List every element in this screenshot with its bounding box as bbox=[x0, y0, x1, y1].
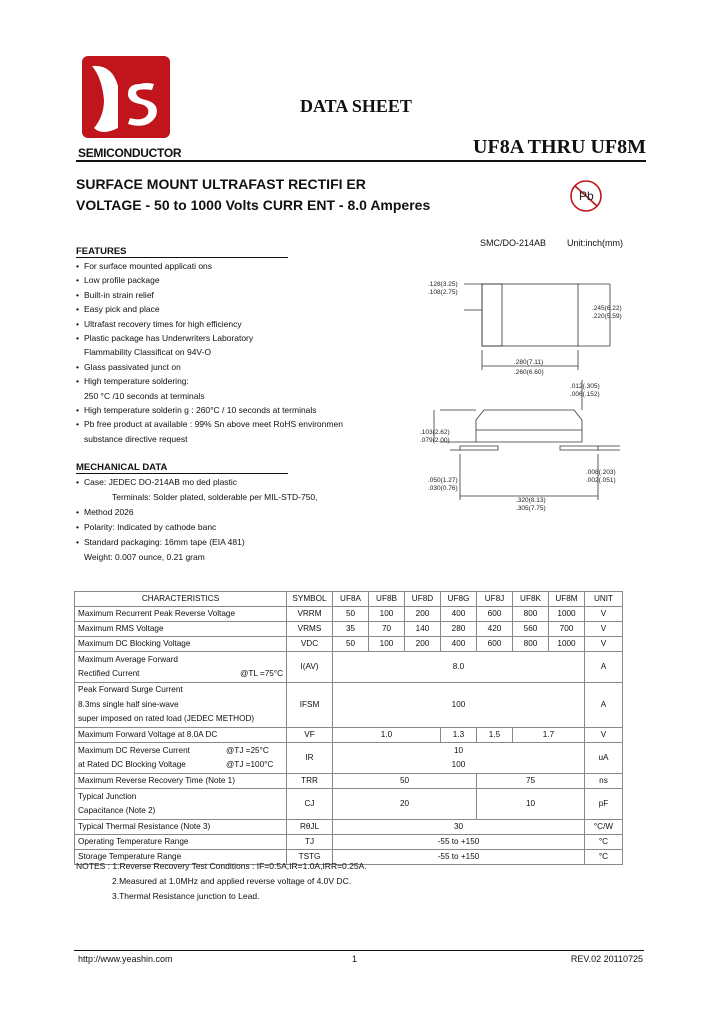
cell-value: 700 bbox=[549, 622, 585, 637]
cell-value: 1000 bbox=[549, 607, 585, 622]
features-title: FEATURES bbox=[76, 246, 127, 257]
note-1: NOTES : 1.Reverse Recovery Test Conditions : IF=0.5A,IR=1.0A,IRR=0.25A. bbox=[76, 861, 367, 871]
cell-value: 280 bbox=[441, 622, 477, 637]
list-item: • Built-in strain relief bbox=[76, 288, 343, 302]
table-header: UF8A bbox=[333, 592, 369, 607]
package-body-side-view bbox=[476, 410, 582, 442]
list-item: Terminals: Solder plated, solderable per MIL-STD-750, bbox=[112, 492, 318, 502]
dim-label: .012(.305) bbox=[570, 383, 600, 390]
list-item: • High temperature solderin g : 260°C / 10 seconds at terminals bbox=[76, 403, 343, 417]
package-outline-drawing bbox=[420, 270, 630, 520]
cell-value-line: 10 bbox=[453, 746, 464, 755]
dim-label: .305(7.75) bbox=[516, 505, 546, 512]
header-rule bbox=[76, 160, 646, 162]
cell-value: 1.0 bbox=[333, 728, 441, 743]
table-row bbox=[75, 683, 623, 728]
param-unit: A bbox=[585, 683, 623, 728]
list-item: • For surface mounted applicati ons bbox=[76, 259, 343, 273]
table-row bbox=[75, 789, 623, 820]
dim-label: .220(5.59) bbox=[592, 313, 622, 320]
table-header: UF8B bbox=[369, 592, 405, 607]
list-item: • Method 2026 bbox=[76, 505, 318, 520]
mechanical-rule bbox=[76, 473, 288, 474]
dim-label: .245(6.22) bbox=[592, 305, 622, 312]
table-row bbox=[75, 820, 623, 835]
param-unit: A bbox=[585, 652, 623, 683]
cell-value: 1000 bbox=[549, 637, 585, 652]
company-name: SEMICONDUCTOR bbox=[78, 146, 182, 160]
param-label-line: Capacitance (Note 2) bbox=[78, 806, 156, 815]
table-row bbox=[75, 652, 623, 683]
param-symbol: IR bbox=[287, 743, 333, 774]
page-number: 1 bbox=[352, 954, 358, 964]
param-symbol: IFSM bbox=[287, 683, 333, 728]
package-body-top-view bbox=[482, 284, 578, 346]
doc-title: DATA SHEET bbox=[300, 96, 412, 116]
dim-label: .030(0.76) bbox=[428, 485, 458, 492]
param-symbol: VRMS bbox=[287, 622, 333, 637]
param-unit: uA bbox=[585, 743, 623, 774]
dim-label: .079(2.00) bbox=[420, 437, 450, 444]
cell-value: 420 bbox=[477, 622, 513, 637]
mechanical-list bbox=[76, 475, 318, 565]
param-symbol: I(AV) bbox=[287, 652, 333, 683]
table-header: UF8K bbox=[513, 592, 549, 607]
cell-value: 140 bbox=[405, 622, 441, 637]
param-label-line: super imposed on rated load (JEDEC METHOD) bbox=[78, 714, 255, 724]
table-row bbox=[75, 743, 623, 774]
mechanical-title: MECHANICAL DATA bbox=[76, 462, 168, 473]
table-row bbox=[75, 774, 623, 789]
cell-value: 200 bbox=[405, 637, 441, 652]
param-label-line: Typical Junction bbox=[78, 792, 137, 801]
param-label: Maximum RMS Voltage bbox=[75, 622, 287, 637]
dim-label: .108(2.75) bbox=[428, 289, 458, 296]
dim-label: .260(6.60) bbox=[514, 369, 544, 376]
param-label: Maximum Reverse Recovery Time (Note 1) bbox=[75, 774, 287, 789]
cell-value: 75 bbox=[477, 774, 585, 789]
param-symbol: VF bbox=[287, 728, 333, 743]
param-unit: V bbox=[585, 607, 623, 622]
param-unit: pF bbox=[585, 789, 623, 820]
cell-value: 1.7 bbox=[513, 728, 585, 743]
cell-value: 1.3 bbox=[441, 728, 477, 743]
ratings-table bbox=[74, 591, 623, 865]
param-label-line: at Rated DC Blocking Voltage bbox=[78, 760, 186, 769]
note-2: 2.Measured at 1.0MHz and applied reverse voltage of 4.0V DC. bbox=[112, 876, 352, 886]
table-row bbox=[75, 835, 623, 850]
param-label-line: Rectified Current bbox=[78, 669, 140, 678]
dim-label: .050(1.27) bbox=[428, 477, 458, 484]
table-header: UF8D bbox=[405, 592, 441, 607]
package-unit: Unit:inch(mm) bbox=[567, 238, 624, 248]
footer-url-link[interactable]: http://www.yeashin.com bbox=[78, 954, 173, 964]
list-item: Flammability Classificat on 94V-O bbox=[84, 347, 212, 358]
dim-label: .103(2.62) bbox=[420, 429, 450, 436]
param-label: Maximum DC Blocking Voltage bbox=[75, 637, 287, 652]
param-label bbox=[75, 743, 287, 774]
cell-value: 20 bbox=[333, 789, 477, 820]
param-label: Typical Thermal Resistance (Note 3) bbox=[75, 820, 287, 835]
param-label: Maximum Forward Voltage at 8.0A DC bbox=[75, 728, 287, 743]
note-3: 3.Thermal Resistance junction to Lead. bbox=[112, 891, 260, 901]
list-item: • Polarity: Indicated by cathode banc bbox=[76, 520, 318, 535]
cell-value: 30 bbox=[333, 820, 585, 835]
list-item: • Glass passivated junct on bbox=[76, 360, 343, 374]
param-unit: °C bbox=[585, 850, 623, 865]
package-name: SMC/DO-214AB bbox=[480, 238, 547, 248]
param-condition: @TJ =25°C bbox=[226, 746, 269, 755]
list-item: • High temperature soldering: bbox=[76, 374, 343, 388]
cell-value: 800 bbox=[513, 607, 549, 622]
logo-mark-icon bbox=[82, 56, 170, 138]
cell-value: 10 bbox=[477, 789, 585, 820]
list-item: • Case: JEDEC DO-214AB mo ded plastic bbox=[76, 475, 318, 490]
list-item: 250 °C /10 seconds at terminals bbox=[84, 390, 205, 401]
dim-label: .008(.203) bbox=[586, 469, 616, 476]
cell-value: 35 bbox=[333, 622, 369, 637]
param-symbol: TRR bbox=[287, 774, 333, 789]
cell-value: 1.5 bbox=[477, 728, 513, 743]
table-header: UF8M bbox=[549, 592, 585, 607]
table-header: UF8J bbox=[477, 592, 513, 607]
table-header: CHARACTERISTICS bbox=[75, 592, 287, 607]
features-list bbox=[76, 259, 343, 446]
cell-value: 100 bbox=[369, 637, 405, 652]
param-unit: ns bbox=[585, 774, 623, 789]
param-label: Maximum Recurrent Peak Reverse Voltage bbox=[75, 607, 287, 622]
list-item: • Plastic package has Underwriters Laboratory bbox=[76, 331, 343, 345]
cell-value: 600 bbox=[477, 637, 513, 652]
features-rule bbox=[76, 257, 288, 258]
param-label-line: Maximum DC Reverse Current bbox=[78, 746, 190, 755]
cell-value: 100 bbox=[333, 683, 585, 728]
cell-value: 560 bbox=[513, 622, 549, 637]
dim-label: .280(7.11) bbox=[514, 359, 544, 366]
rating-subtitle: VOLTAGE - 50 to 1000 Volts CURR ENT - 8.0 Amperes bbox=[76, 197, 431, 213]
cell-value: 400 bbox=[441, 637, 477, 652]
param-symbol: TJ bbox=[287, 835, 333, 850]
param-label bbox=[75, 683, 287, 728]
param-label: Storage Temperature Range bbox=[75, 850, 287, 865]
revision-label: REV.02 20110725 bbox=[570, 954, 643, 964]
cell-value bbox=[333, 743, 585, 774]
param-label-line: Maximum Average Forward bbox=[78, 655, 178, 664]
cathode-band bbox=[482, 284, 502, 346]
cell-value: 70 bbox=[369, 622, 405, 637]
footer-rule bbox=[74, 950, 644, 951]
cell-value: 600 bbox=[477, 607, 513, 622]
param-label bbox=[75, 789, 287, 820]
param-label-line: 8.3ms single half sine-wave bbox=[78, 699, 179, 709]
cell-value: 200 bbox=[405, 607, 441, 622]
cell-value: 100 bbox=[369, 607, 405, 622]
param-symbol: CJ bbox=[287, 789, 333, 820]
cell-value: -55 to +150 bbox=[333, 850, 585, 865]
param-label-line: Peak Forward Surge Current bbox=[78, 685, 183, 695]
dim-label: .006(.152) bbox=[570, 391, 600, 398]
param-symbol: VDC bbox=[287, 637, 333, 652]
list-item: • Ultrafast recovery times for high efficiency bbox=[76, 317, 343, 331]
cell-value: 400 bbox=[441, 607, 477, 622]
param-condition: @TL =75°C bbox=[240, 669, 283, 678]
cell-value-line: 100 bbox=[451, 760, 466, 769]
cell-value: 50 bbox=[333, 774, 477, 789]
table-row bbox=[75, 637, 623, 652]
dim-label: .320(8.13) bbox=[516, 497, 546, 504]
cell-value: 8.0 bbox=[333, 652, 585, 683]
table-header: SYMBOL bbox=[287, 592, 333, 607]
product-subtitle: SURFACE MOUNT ULTRAFAST RECTIFI ER bbox=[76, 176, 366, 192]
list-item: • Low profile package bbox=[76, 273, 343, 287]
param-label: Operating Temperature Range bbox=[75, 835, 287, 850]
pb-badge-text: Pb bbox=[579, 189, 594, 203]
table-header-row bbox=[75, 592, 623, 607]
list-item: • Standard packaging: 16mm tape (EIA 481) bbox=[76, 535, 318, 550]
table-row bbox=[75, 607, 623, 622]
list-item: Weight: 0.007 ounce, 0.21 gram bbox=[84, 552, 205, 562]
table-header: UNIT bbox=[585, 592, 623, 607]
list-item: • Easy pick and place bbox=[76, 302, 343, 316]
cell-value: 50 bbox=[333, 637, 369, 652]
param-unit: °C/W bbox=[585, 820, 623, 835]
pb-free-icon bbox=[568, 178, 604, 214]
param-condition: @TJ =100°C bbox=[226, 760, 274, 769]
param-symbol: TSTG bbox=[287, 850, 333, 865]
param-unit: V bbox=[585, 622, 623, 637]
param-label bbox=[75, 652, 287, 683]
table-row bbox=[75, 622, 623, 637]
cell-value: -55 to +150 bbox=[333, 835, 585, 850]
list-item: • Pb free product at available : 99% Sn above meet RoHS environmen bbox=[76, 417, 343, 431]
list-item: substance directive request bbox=[84, 433, 188, 444]
param-unit: °C bbox=[585, 835, 623, 850]
company-logo bbox=[82, 56, 170, 138]
cell-value: 800 bbox=[513, 637, 549, 652]
table-row bbox=[75, 728, 623, 743]
dim-label: .002(.051) bbox=[586, 477, 616, 484]
param-unit: V bbox=[585, 637, 623, 652]
param-unit: V bbox=[585, 728, 623, 743]
dim-label: .128(3.25) bbox=[428, 281, 458, 288]
param-symbol: RθJL bbox=[287, 820, 333, 835]
param-symbol: VRRM bbox=[287, 607, 333, 622]
part-number-range: UF8A THRU UF8M bbox=[473, 136, 646, 158]
cell-value: 50 bbox=[333, 607, 369, 622]
table-header: UF8G bbox=[441, 592, 477, 607]
